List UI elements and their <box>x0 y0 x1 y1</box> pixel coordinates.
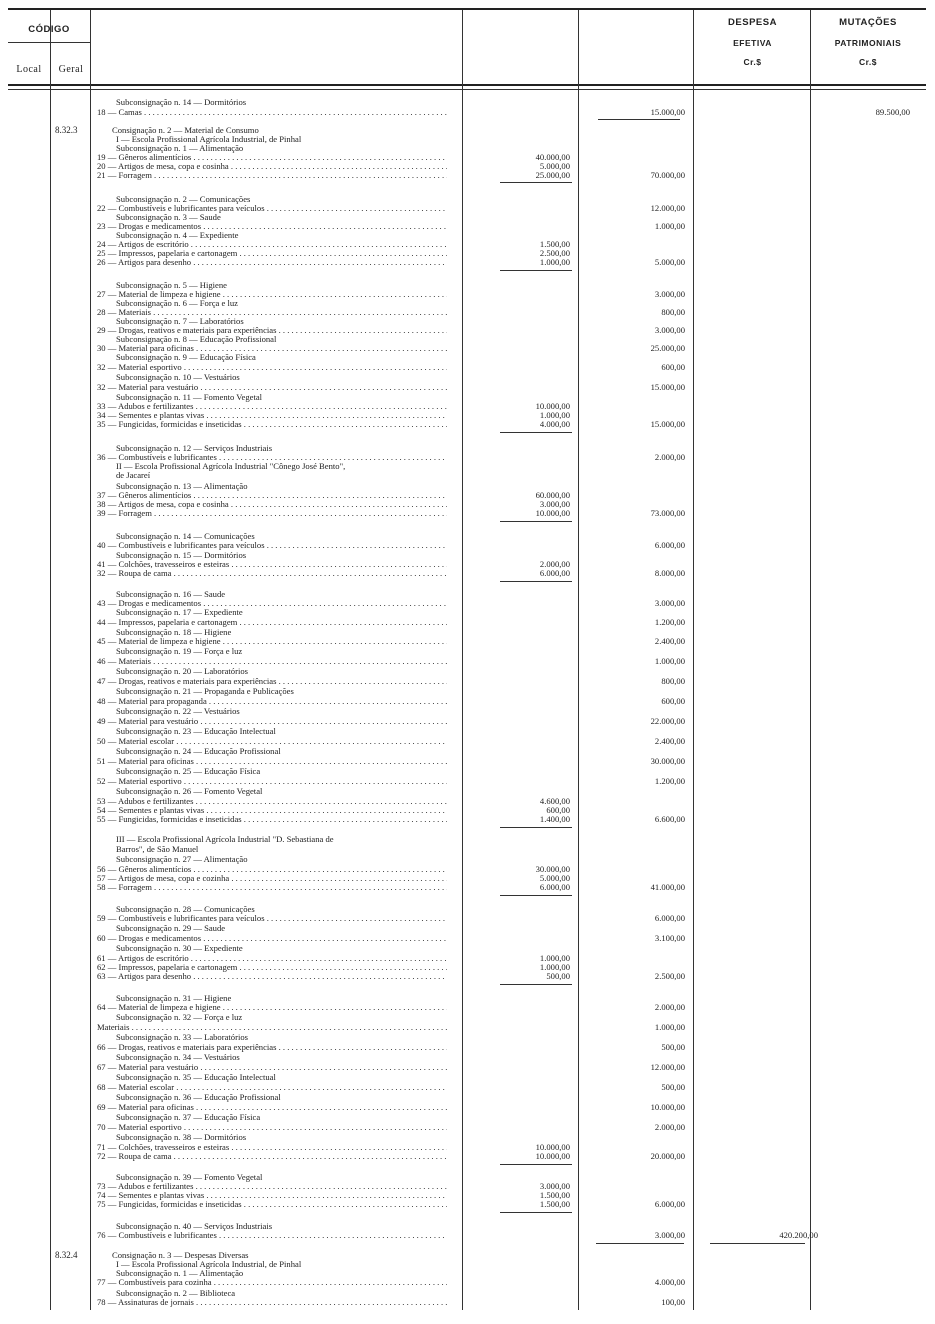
ledger-row <box>0 943 935 953</box>
ledger-row <box>0 656 935 666</box>
row-description: 59 — Combustíveis e lubrificantes para veículos . . . <box>97 913 447 923</box>
ledger-row <box>0 107 935 117</box>
row-description: I — Escola Profissional Agrícola Industrial, de Pinhal <box>116 1259 302 1269</box>
row-description: 49 — Material para vestuário . . . <box>97 716 447 726</box>
row-description: II — Escola Profissional Agrícola Industrial "Cônego José Bento", <box>116 461 346 471</box>
subtotal-amount: 15.000,00 <box>650 107 685 117</box>
subtotal-amount: 4.000,00 <box>654 1277 685 1287</box>
code-geral: 8.32.3 <box>55 125 78 135</box>
ledger-row <box>0 257 935 267</box>
ledger-row <box>0 1230 935 1240</box>
subtotal-amount: 3.000,00 <box>654 289 685 299</box>
subtotal-amount: 500,00 <box>661 1042 685 1052</box>
ledger-row <box>0 540 935 550</box>
row-description: 25 — Impressos, papelaria e cartonagem . . . <box>97 248 447 258</box>
ledger-row <box>0 716 935 726</box>
subtotal-rule <box>500 1164 572 1165</box>
ledger-row <box>0 607 935 617</box>
subtotal-amount: 12.000,00 <box>650 203 685 213</box>
row-description: 63 — Artigos para desenho . . . <box>97 971 447 981</box>
row-description: 32 — Material esportivo . . . <box>97 362 447 372</box>
ledger-row <box>0 1022 935 1032</box>
subtotal-amount: 1.000,00 <box>654 656 685 666</box>
partial-amount: 40.000,00 <box>535 152 570 162</box>
row-description: 76 — Combustíveis e lubrificantes . . . <box>97 1230 447 1240</box>
subtotal-rule <box>500 270 572 271</box>
ledger-row <box>0 814 935 824</box>
top-rule <box>8 8 926 10</box>
partial-amount: 1.500,00 <box>539 239 570 249</box>
partial-amount: 60.000,00 <box>535 490 570 500</box>
subtotal-amount: 2.000,00 <box>654 1122 685 1132</box>
ledger-row <box>0 1132 935 1142</box>
ledger-row <box>0 352 935 362</box>
row-description: 78 — Assinaturas de jornais . . . <box>97 1297 447 1307</box>
row-description: Subconsignação n. 40 — Serviços Industriais <box>116 1221 273 1231</box>
ledger-row <box>0 706 935 716</box>
ledger-row <box>0 686 935 696</box>
despesa-header-2: EFETIVA <box>733 38 772 48</box>
row-description: Subconsignação n. 14 — Comunicações <box>116 531 255 541</box>
row-description: 33 — Adubos e fertilizantes . . . <box>97 401 447 411</box>
subtotal-rule <box>596 1243 684 1244</box>
partial-amount: 1.400,00 <box>539 814 570 824</box>
row-description: 37 — Gêneros alimentícios . . . <box>97 490 447 500</box>
row-description: 35 — Fungicidas, formicidas e inseticidas . . . <box>97 419 447 429</box>
ledger-row <box>0 1052 935 1062</box>
ledger-row <box>0 1062 935 1072</box>
row-description: Subconsignação n. 16 — Saude <box>116 589 226 599</box>
code-header-rule <box>8 42 90 43</box>
row-description: Subconsignação n. 14 — Dormitórios <box>116 97 247 107</box>
row-description: 26 — Artigos para desenho . . . <box>97 257 447 267</box>
row-description: 24 — Artigos de escritório . . . <box>97 239 447 249</box>
row-description: 43 — Drogas e medicamentos . . . <box>97 598 447 608</box>
row-description: 34 — Sementes e plantas vivas . . . <box>97 410 447 420</box>
row-description: 66 — Drogas, reativos e materiais para experiências . . . <box>97 1042 447 1052</box>
row-description: 52 — Material esportivo . . . <box>97 776 447 786</box>
subtotal-amount: 25.000,00 <box>650 343 685 353</box>
subtotal-amount: 8.000,00 <box>654 568 685 578</box>
ledger-row <box>0 834 935 844</box>
ledger-row <box>0 362 935 372</box>
row-description: 58 — Forragem . . . <box>97 882 447 892</box>
row-description: 46 — Materiais . . . <box>97 656 447 666</box>
ledger-row <box>0 1042 935 1052</box>
row-description: Subconsignação n. 19 — Força e luz <box>116 646 243 656</box>
partial-amount: 10.000,00 <box>535 1151 570 1161</box>
row-description: 51 — Material para oficinas . . . <box>97 756 447 766</box>
ledger-row <box>0 766 935 776</box>
row-description: Subconsignação n. 13 — Alimentação <box>116 481 248 491</box>
subtotal-rule <box>500 581 572 582</box>
row-description: Subconsignação n. 30 — Expediente <box>116 943 243 953</box>
subtotal-amount: 15.000,00 <box>650 419 685 429</box>
row-description: 56 — Gêneros alimentícios . . . <box>97 864 447 874</box>
ledger-row <box>0 1012 935 1022</box>
subtotal-amount: 1.000,00 <box>654 221 685 231</box>
row-description: 64 — Material de limpeza e higiene . . . <box>97 1002 447 1012</box>
row-description: 75 — Fungicidas, formicidas e inseticidas . . . <box>97 1199 447 1209</box>
row-description: Subconsignação n. 33 — Laboratórios <box>116 1032 248 1042</box>
row-description: 32 — Roupa de cama . . . <box>97 568 447 578</box>
subtotal-amount: 3.100,00 <box>654 933 685 943</box>
ledger-row <box>0 933 935 943</box>
row-description: 60 — Drogas e medicamentos . . . <box>97 933 447 943</box>
row-description: 77 — Combustíveis para cozinha . . . <box>97 1277 447 1287</box>
row-description: Subconsignação n. 38 — Dormitórios <box>116 1132 247 1142</box>
ledger-row <box>0 382 935 392</box>
subtotal-amount: 100,00 <box>661 1297 685 1307</box>
partial-amount: 10.000,00 <box>535 401 570 411</box>
subtotal-rule <box>500 895 572 896</box>
subtotal-amount: 12.000,00 <box>650 1062 685 1072</box>
mutacoes-header-1: MUTAÇÕES <box>839 17 897 28</box>
ledger-row <box>0 756 935 766</box>
header-bottom-rule-2 <box>8 89 926 90</box>
row-description: Subconsignação n. 2 — Biblioteca <box>116 1288 236 1298</box>
subtotal-amount: 2.400,00 <box>654 736 685 746</box>
row-description: Subconsignação n. 20 — Laboratórios <box>116 666 248 676</box>
row-description: 29 — Drogas, reativos e materiais para experiências . . . <box>97 325 447 335</box>
ledger-row <box>0 923 935 933</box>
partial-amount: 3.000,00 <box>539 1181 570 1191</box>
subtotal-amount: 600,00 <box>661 362 685 372</box>
row-description: Subconsignação n. 7 — Laboratórios <box>116 316 244 326</box>
subtotal-amount: 500,00 <box>661 1082 685 1092</box>
partial-amount: 1.000,00 <box>539 410 570 420</box>
ledger-row <box>0 844 935 854</box>
row-description: Subconsignação n. 29 — Saude <box>116 923 226 933</box>
row-description: 54 — Sementes e plantas vivas . . . <box>97 805 447 815</box>
ledger-row <box>0 1032 935 1042</box>
row-description: Subconsignação n. 17 — Expediente <box>116 607 243 617</box>
row-description: Subconsignação n. 39 — Fomento Vegetal <box>116 1172 263 1182</box>
row-description: Subconsignação n. 21 — Propaganda e Publicações <box>116 686 294 696</box>
ledger-row <box>0 776 935 786</box>
row-description: 30 — Material para oficinas . . . <box>97 343 447 353</box>
partial-amount: 1.500,00 <box>539 1190 570 1200</box>
partial-amount: 4.600,00 <box>539 796 570 806</box>
row-description: 21 — Forragem . . . <box>97 170 447 180</box>
subtotal-amount: 6.600,00 <box>654 814 685 824</box>
partial-amount: 500,00 <box>546 971 570 981</box>
row-description: Subconsignação n. 25 — Educação Física <box>116 766 261 776</box>
subtotal-rule <box>598 119 680 120</box>
ledger-row <box>0 1277 935 1287</box>
row-description: 70 — Material esportivo . . . <box>97 1122 447 1132</box>
mutacoes-header-2: PATRIMONIAIS <box>834 38 902 48</box>
row-description: Barros", de São Manuel <box>116 844 199 854</box>
row-description: Subconsignação n. 11 — Fomento Vegetal <box>116 392 263 402</box>
ledger-row <box>0 1112 935 1122</box>
partial-amount: 5.000,00 <box>539 873 570 883</box>
ledger-row <box>0 1002 935 1012</box>
ledger-row <box>0 617 935 627</box>
ledger-row <box>0 470 935 480</box>
subtotal-rule <box>500 521 572 522</box>
ledger-row <box>0 913 935 923</box>
partial-amount: 1.000,00 <box>539 257 570 267</box>
ledger-row <box>0 726 935 736</box>
row-description: 53 — Adubos e fertilizantes . . . <box>97 796 447 806</box>
ledger-row <box>0 1082 935 1092</box>
row-description: 48 — Material para propaganda . . . <box>97 696 447 706</box>
subtotal-amount: 800,00 <box>661 307 685 317</box>
row-description: 62 — Impressos, papelaria e cartonagem . . . <box>97 962 447 972</box>
subtotal-amount: 6.000,00 <box>654 540 685 550</box>
row-description: 55 — Fungicidas, formicidas e inseticidas . . . <box>97 814 447 824</box>
row-description: 38 — Artigos de mesa, copa e cosinha . . . <box>97 499 447 509</box>
row-description: 32 — Material para vestuário . . . <box>97 382 447 392</box>
row-description: Subconsignação n. 2 — Comunicações <box>116 194 251 204</box>
codigo-header: CÓDIGO <box>28 24 70 35</box>
subtotal-rule <box>500 1212 572 1213</box>
row-description: 41 — Colchões, travesseiros e esteiras . . . <box>97 559 447 569</box>
despesa-header-1: DESPESA <box>728 17 777 28</box>
row-description: 20 — Artigos de mesa, copa e cosinha . . . <box>97 161 447 171</box>
subtotal-amount: 22.000,00 <box>650 716 685 726</box>
row-description: 57 — Artigos de mesa, copa e cozinha . . . <box>97 873 447 883</box>
row-description: 68 — Material escolar . . . <box>97 1082 447 1092</box>
row-description: 27 — Material de limpeza e higiene . . . <box>97 289 447 299</box>
row-description: 61 — Artigos de escritório . . . <box>97 953 447 963</box>
ledger-row <box>0 1102 935 1112</box>
mutacoes-amount: 89.500,00 <box>875 107 910 117</box>
partial-amount: 5.000,00 <box>539 161 570 171</box>
ledger-row <box>0 786 935 796</box>
row-description: 18 — Camas . . . <box>97 107 447 117</box>
row-description: Subconsignação n. 32 — Força e luz <box>116 1012 243 1022</box>
subtotal-amount: 2.000,00 <box>654 452 685 462</box>
ledger-row <box>0 1092 935 1102</box>
partial-amount: 30.000,00 <box>535 864 570 874</box>
row-description: 22 — Combustíveis e lubrificantes para veículos . . . <box>97 203 447 213</box>
ledger-row <box>0 1199 935 1209</box>
subtotal-amount: 2.000,00 <box>654 1002 685 1012</box>
partial-amount: 4.000,00 <box>539 419 570 429</box>
subtotal-amount: 2.500,00 <box>654 971 685 981</box>
row-description: Subconsignação n. 10 — Vestuários <box>116 372 240 382</box>
subtotal-amount: 600,00 <box>661 696 685 706</box>
row-description: Subconsignação n. 35 — Educação Intelectual <box>116 1072 276 1082</box>
ledger-row <box>0 882 935 892</box>
row-description: 39 — Forragem . . . <box>97 508 447 518</box>
ledger-row <box>0 676 935 686</box>
header-bottom-rule <box>8 84 926 86</box>
partial-amount: 1.000,00 <box>539 953 570 963</box>
subtotal-amount: 800,00 <box>661 676 685 686</box>
subtotal-amount: 73.000,00 <box>650 508 685 518</box>
row-description: Subconsignação n. 6 — Força e luz <box>116 298 238 308</box>
subtotal-amount: 3.000,00 <box>654 1230 685 1240</box>
subtotal-amount: 20.000,00 <box>650 1151 685 1161</box>
ledger-row <box>0 419 935 429</box>
subtotal-amount: 1.200,00 <box>654 617 685 627</box>
subtotal-amount: 10.000,00 <box>650 1102 685 1112</box>
ledger-row <box>0 736 935 746</box>
subtotal-amount: 15.000,00 <box>650 382 685 392</box>
ledger-row <box>0 170 935 180</box>
row-description: 45 — Material de limpeza e higiene . . . <box>97 636 447 646</box>
row-description: Materiais . . . <box>97 1022 447 1032</box>
ledger-row <box>0 971 935 981</box>
subtotal-rule <box>710 1243 805 1244</box>
partial-amount: 3.000,00 <box>539 499 570 509</box>
row-description: 36 — Combustíveis e lubrificantes . . . <box>97 452 447 462</box>
row-description: Subconsignação n. 8 — Educação Profissional <box>116 334 277 344</box>
subtotal-amount: 2.400,00 <box>654 636 685 646</box>
code-geral: 8.32.4 <box>55 1250 78 1260</box>
subtotal-rule <box>500 984 572 985</box>
mutacoes-unit: Cr.$ <box>858 57 878 67</box>
row-description: 40 — Combustíveis e lubrificantes para veículos . . . <box>97 540 447 550</box>
row-description: Consignação n. 3 — Despesas Diversas <box>112 1250 249 1260</box>
ledger-row <box>0 746 935 756</box>
despesa-efetiva-amount: 420.200,00 <box>779 1230 818 1240</box>
ledger-row <box>0 636 935 646</box>
row-description: Subconsignação n. 28 — Comunicações <box>116 904 255 914</box>
partial-amount: 6.000,00 <box>539 882 570 892</box>
subtotal-amount: 70.000,00 <box>650 170 685 180</box>
row-description: 19 — Gêneros alimentícios . . . <box>97 152 447 162</box>
row-description: Subconsignação n. 9 — Educação Física <box>116 352 256 362</box>
row-description: III — Escola Profissional Agrícola Industrial "D. Sebastiana de <box>116 834 334 844</box>
row-description: Subconsignação n. 4 — Expediente <box>116 230 239 240</box>
partial-amount: 1.500,00 <box>539 1199 570 1209</box>
row-description: 44 — Impressos, papelaria e cartonagem . . . <box>97 617 447 627</box>
row-description: Subconsignação n. 5 — Higiene <box>116 280 227 290</box>
row-description: Subconsignação n. 24 — Educação Profissional <box>116 746 281 756</box>
ledger-row <box>0 372 935 382</box>
subtotal-amount: 30.000,00 <box>650 756 685 766</box>
row-description: Subconsignação n. 18 — Higiene <box>116 627 232 637</box>
row-description: Subconsignação n. 26 — Fomento Vegetal <box>116 786 263 796</box>
row-description: 69 — Material para oficinas . . . <box>97 1102 447 1112</box>
subtotal-amount: 1.000,00 <box>654 1022 685 1032</box>
row-description: 47 — Drogas, reativos e materiais para experiências . . . <box>97 676 447 686</box>
ledger-row <box>0 1122 935 1132</box>
row-description: Subconsignação n. 36 — Educação Profissional <box>116 1092 281 1102</box>
ledger-row <box>0 646 935 656</box>
row-description: 67 — Material para vestuário . . . <box>97 1062 447 1072</box>
row-description: 23 — Drogas e medicamentos . . . <box>97 221 447 231</box>
ledger-row <box>0 508 935 518</box>
row-description: Subconsignação n. 1 — Alimentação <box>116 1268 244 1278</box>
row-description: 73 — Adubos e fertilizantes . . . <box>97 1181 447 1191</box>
row-description: I — Escola Profissional Agrícola Industrial, de Pinhal <box>116 134 302 144</box>
row-description: Subconsignação n. 23 — Educação Intelectual <box>116 726 276 736</box>
row-description: Subconsignação n. 22 — Vestuários <box>116 706 240 716</box>
geral-header: Geral <box>58 64 84 75</box>
row-description: Subconsignação n. 1 — Alimentação <box>116 143 244 153</box>
subtotal-rule <box>500 182 572 183</box>
row-description: 74 — Sementes e plantas vivas . . . <box>97 1190 447 1200</box>
row-description: 28 — Materiais . . . <box>97 307 447 317</box>
subtotal-amount: 3.000,00 <box>654 325 685 335</box>
subtotal-amount: 41.000,00 <box>650 882 685 892</box>
row-description: Subconsignação n. 15 — Dormitórios <box>116 550 247 560</box>
row-description: Consignação n. 2 — Material de Consumo <box>112 125 259 135</box>
ledger-row <box>0 97 935 107</box>
row-description: Subconsignação n. 34 — Vestuários <box>116 1052 240 1062</box>
row-description: Subconsignação n. 31 — Higiene <box>116 993 232 1003</box>
ledger-row <box>0 696 935 706</box>
despesa-unit: Cr.$ <box>743 57 762 67</box>
ledger-row <box>0 854 935 864</box>
subtotal-amount: 1.200,00 <box>654 776 685 786</box>
row-description: Subconsignação n. 3 — Saude <box>116 212 221 222</box>
ledger-row <box>0 1151 935 1161</box>
partial-amount: 2.000,00 <box>539 559 570 569</box>
row-description: 50 — Material escolar . . . <box>97 736 447 746</box>
row-description: 71 — Colchões, travesseiros e esteiras . . . <box>97 1142 447 1152</box>
partial-amount: 25.000,00 <box>535 170 570 180</box>
row-description: 72 — Roupa de cama . . . <box>97 1151 447 1161</box>
row-description: Subconsignação n. 12 — Serviços Industriais <box>116 443 273 453</box>
partial-amount: 2.500,00 <box>539 248 570 258</box>
subtotal-amount: 3.000,00 <box>654 598 685 608</box>
ledger-row <box>0 568 935 578</box>
ledger-row <box>0 1072 935 1082</box>
partial-amount: 1.000,00 <box>539 962 570 972</box>
subtotal-amount: 5.000,00 <box>654 257 685 267</box>
ledger-row <box>0 1297 935 1307</box>
row-description: Subconsignação n. 27 — Alimentação <box>116 854 248 864</box>
ledger-row <box>0 666 935 676</box>
subtotal-amount: 6.000,00 <box>654 1199 685 1209</box>
subtotal-amount: 6.000,00 <box>654 913 685 923</box>
partial-amount: 600,00 <box>546 805 570 815</box>
partial-amount: 10.000,00 <box>535 508 570 518</box>
subtotal-rule <box>500 432 572 433</box>
row-description: Subconsignação n. 37 — Educação Física <box>116 1112 261 1122</box>
local-header: Local <box>16 64 42 75</box>
partial-amount: 6.000,00 <box>539 568 570 578</box>
partial-amount: 10.000,00 <box>535 1142 570 1152</box>
row-description: de Jacareí <box>116 470 151 480</box>
subtotal-rule <box>500 827 572 828</box>
